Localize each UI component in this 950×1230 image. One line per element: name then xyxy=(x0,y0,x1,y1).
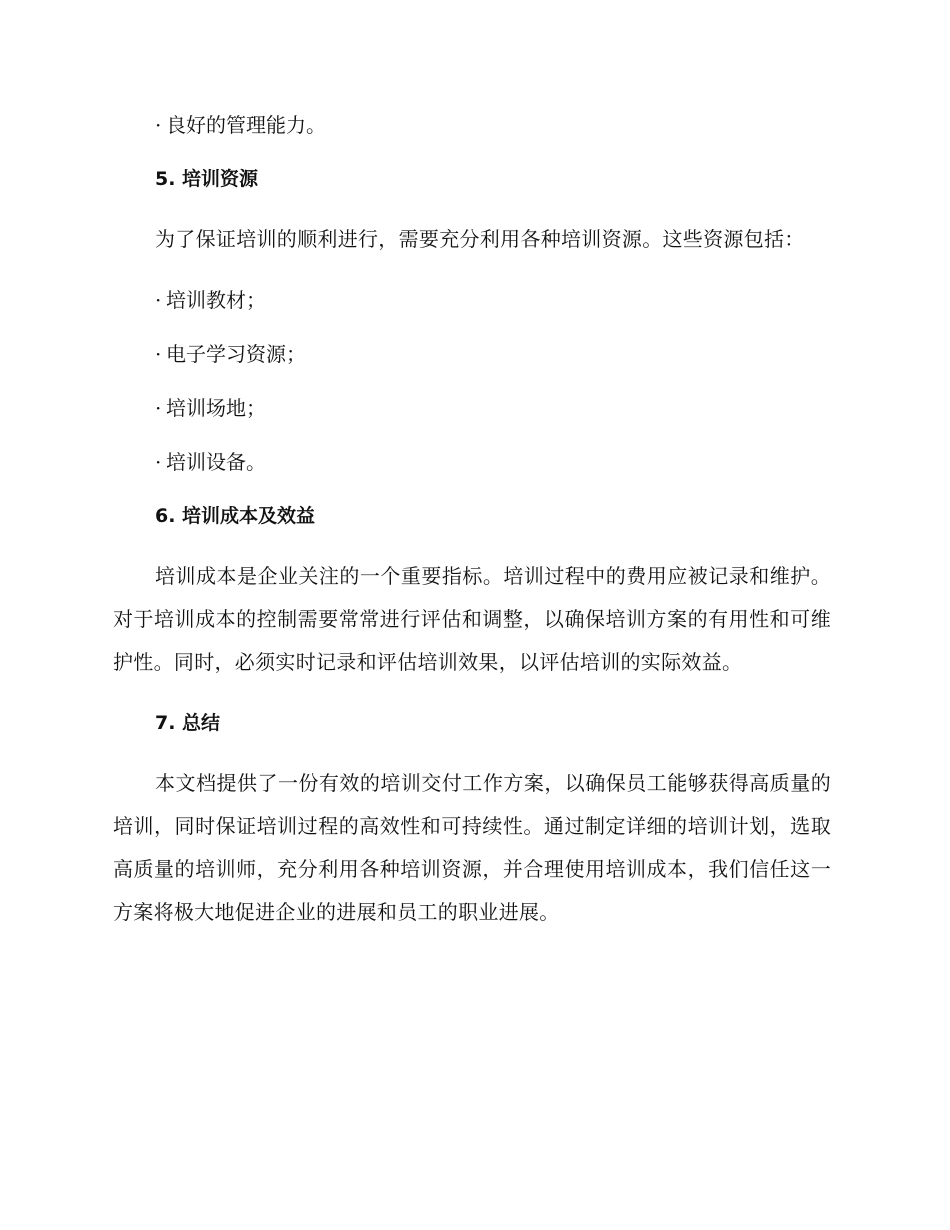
bullet-item-equipment xyxy=(113,447,831,477)
paragraph-resources: 为了保证培训的顺利进行，需要充分利用各种培训资源。这些资源包括： xyxy=(155,227,805,251)
bullet-text: 良好的管理能力。 xyxy=(166,113,326,137)
paragraph-cost-benefit: 培训成本是企业关注的一个重要指标。培训过程中的费用应被记录和维护。对于培训成本的控制需要常常进行评估和调整，以确保培训方案的有用性和可维护性。同时，必须实时记录和评估培训效果，以评估培训的实际效益。 xyxy=(113,564,831,674)
section-heading-summary: 7. 总结 xyxy=(155,712,221,734)
bullet-dot: · xyxy=(155,113,162,137)
bullet-item-e-learning xyxy=(113,339,831,369)
section-heading-cost-benefit: 6. 培训成本及效益 xyxy=(155,505,316,527)
bullet-dot: · xyxy=(155,396,162,420)
document-body xyxy=(113,110,831,958)
section-heading-resources: 5. 培训资源 xyxy=(155,168,259,190)
bullet-item-materials xyxy=(113,285,831,315)
bullet-item-management xyxy=(113,110,831,140)
bullet-dot: · xyxy=(155,450,162,474)
bullet-dot: · xyxy=(155,288,162,312)
bullet-text: 培训教材； xyxy=(166,288,266,312)
bullet-text: 电子学习资源； xyxy=(166,342,306,366)
paragraph-summary: 本文档提供了一份有效的培训交付工作方案，以确保员工能够获得高质量的培训，同时保证培训过程的高效性和可持续性。通过制定详细的培训计划，选取高质量的培训师，充分利用各种培训资源，并合理使用培训成本，我们信任这一方案将极大地促进企业的进展和员工的职业进展。 xyxy=(113,771,831,924)
bullet-dot: · xyxy=(155,342,162,366)
bullet-item-venue xyxy=(113,393,831,423)
bullet-text: 培训设备。 xyxy=(166,450,266,474)
bullet-text: 培训场地； xyxy=(166,396,266,420)
